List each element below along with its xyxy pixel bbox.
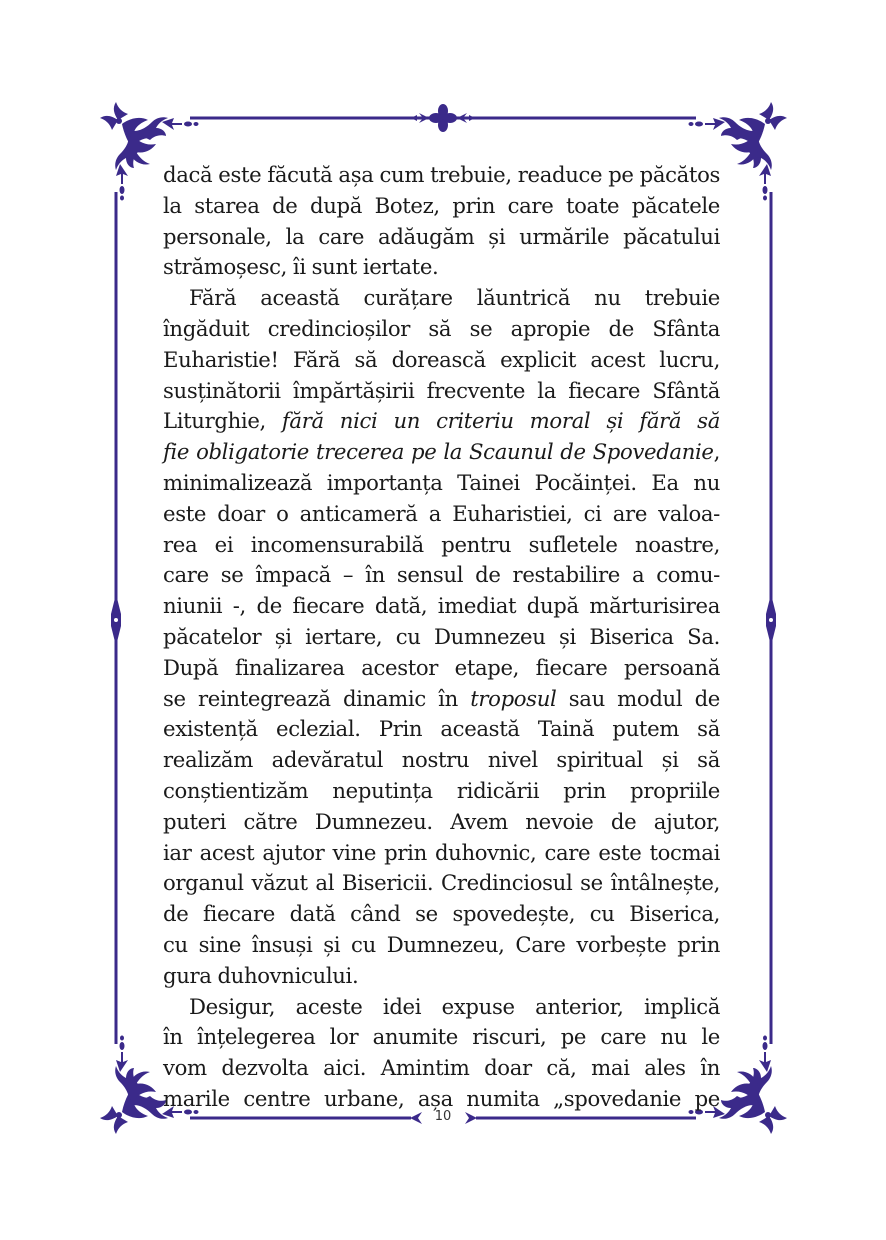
paragraph: [163, 160, 720, 283]
text-line: care se împacă – în sensul de restabilire a comu-: [163, 562, 720, 588]
lozenge-icon: [766, 594, 776, 646]
text-line: vom dezvolta aici. Amintim doar că, mai ales în: [163, 1055, 720, 1081]
text-line: conștientizăm neputința ridicării prin propriile: [163, 777, 720, 803]
text-line: [163, 437, 720, 468]
text-line: păcatelor și iertare, cu Dumnezeu și Biserica Sa.: [163, 623, 720, 649]
text-line: strămoșesc, îi sunt iertate.: [163, 254, 439, 280]
text-line: [163, 406, 720, 437]
text-line: marile centre urbane, așa numita „spovedanie pe: [163, 1085, 720, 1111]
text-line: îngăduit credincioșilor să se apropie de Sfânta: [163, 315, 720, 341]
text-line: de fiecare dată când se spovedește, cu Biserica,: [163, 901, 720, 927]
text-line: rea ei incomensurabilă pentru sufletele noastre,: [163, 531, 720, 557]
text-line: [163, 684, 720, 715]
body-text: [163, 160, 720, 1115]
lozenge-icon: [111, 594, 121, 646]
paragraph: [163, 992, 720, 1115]
text-line: personale, la care adăugăm și urmările păcatului: [163, 223, 720, 249]
text-line: iar acest ajutor vine prin duhovnic, care este tocmai: [163, 839, 720, 865]
text-run: sau modul de: [556, 685, 720, 711]
text-line: cu sine însuși și cu Dumnezeu, Care vorbește prin: [163, 931, 720, 957]
text-line: Fără această curățare lăuntrică nu trebuie: [189, 285, 720, 311]
text-line: minimalizează importanța Tainei Pocăinței. Ea nu: [163, 469, 720, 495]
text-run: ,: [713, 439, 720, 465]
paragraph: [163, 283, 720, 991]
text-line: gura duhovnicului.: [163, 962, 359, 988]
text-line: în înțelegerea lor anumite riscuri, pe care nu le: [163, 1024, 720, 1050]
text-line: la starea de după Botez, prin care toate păcatele: [163, 192, 720, 218]
text-line: susținătorii împărtășirii frecvente la fiecare Sfântă: [163, 377, 720, 403]
page-number: 10: [434, 1109, 452, 1124]
text-line: Euharistie! Fără să dorească explicit acest lucru,: [163, 346, 720, 372]
text-line: organul văzut al Bisericii. Credinciosul se întâlnește,: [163, 870, 720, 896]
text-run: Liturghie,: [163, 408, 282, 434]
text-run: se reintegrează dinamic în: [163, 685, 471, 711]
italic-text: fără nici un criteriu moral și fără să: [281, 408, 720, 434]
italic-text: fie obligatorie trecerea pe la Scaunul de Spovedanie: [163, 439, 714, 465]
text-line: este doar o anticameră a Euharistiei, ci are valoa-: [163, 500, 720, 526]
text-line: existență eclezial. Prin această Taină putem să: [163, 716, 720, 742]
text-line: dacă este făcută așa cum trebuie, readuce pe păcătos: [163, 162, 720, 187]
text-line: După finalizarea acestor etape, fiecare persoană: [163, 654, 720, 680]
italic-text: troposul: [470, 685, 557, 711]
text-line: puteri către Dumnezeu. Avem nevoie de ajutor,: [163, 808, 720, 834]
text-line: realizăm adevăratul nostru nivel spiritual și să: [163, 747, 720, 773]
text-line: Desigur, aceste idei expuse anterior, implică: [189, 993, 720, 1019]
text-line: niunii -, de fiecare dată, imediat după mărturisirea: [163, 593, 720, 619]
